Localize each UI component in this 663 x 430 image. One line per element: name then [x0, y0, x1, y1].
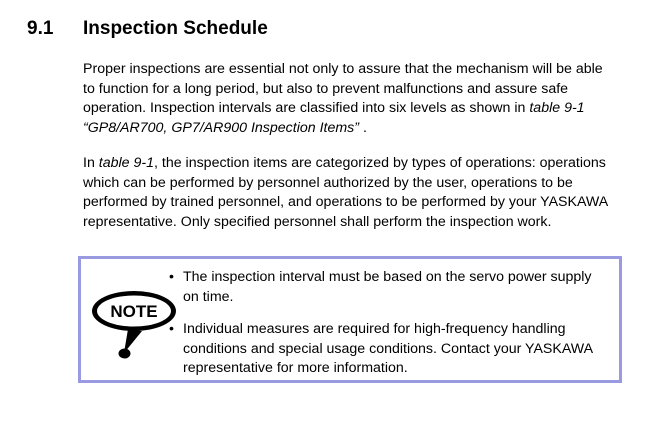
paragraph-2-text-b: , the inspection items are categorized by types of operations: operations which can be performed by personnel authorized by the user, operations to be performed by trained personnel, and operations to be performed by your YASKAWA representative. Only specified personnel shall perform the inspection work. [83, 155, 608, 230]
note-item-text: Individual measures are required for high-frequency handling conditions and special usage conditions. Contact your YASKAWA representative for more information. [183, 321, 593, 376]
note-list-item [169, 320, 609, 379]
note-bullet-icon: • [169, 321, 174, 337]
paragraph-1 [83, 60, 613, 138]
section-heading [27, 18, 627, 40]
note-item-text: The inspection interval must be based on the servo power supply on time. [183, 269, 592, 305]
section-number: 9.1 [27, 18, 54, 39]
paragraph-2 [83, 154, 613, 232]
body-text-column [83, 60, 613, 232]
section-title: Inspection Schedule [83, 18, 268, 39]
paragraph-1-text-a: Proper inspections are essential not only to assure that the mechanism will be able to function for a long period, but also to prevent malfunctions and assure safe operation. Inspection intervals are classified into six levels as shown in [83, 61, 603, 116]
paragraph-2-text-a: In [83, 155, 99, 171]
paragraph-1-reference: table 9-1 “GP8/AR700, GP7/AR900 Inspection Items” [83, 100, 585, 136]
note-item-list [169, 268, 609, 379]
note-speech-bubble-icon [88, 287, 180, 359]
note-list-item [169, 268, 609, 307]
paragraph-1-text-b: . [359, 119, 367, 136]
note-callout-box [78, 256, 622, 383]
note-bullet-icon: • [169, 269, 174, 285]
paragraph-2-reference: table 9-1 [98, 155, 154, 171]
svg-text:NOTE: NOTE [110, 302, 158, 321]
